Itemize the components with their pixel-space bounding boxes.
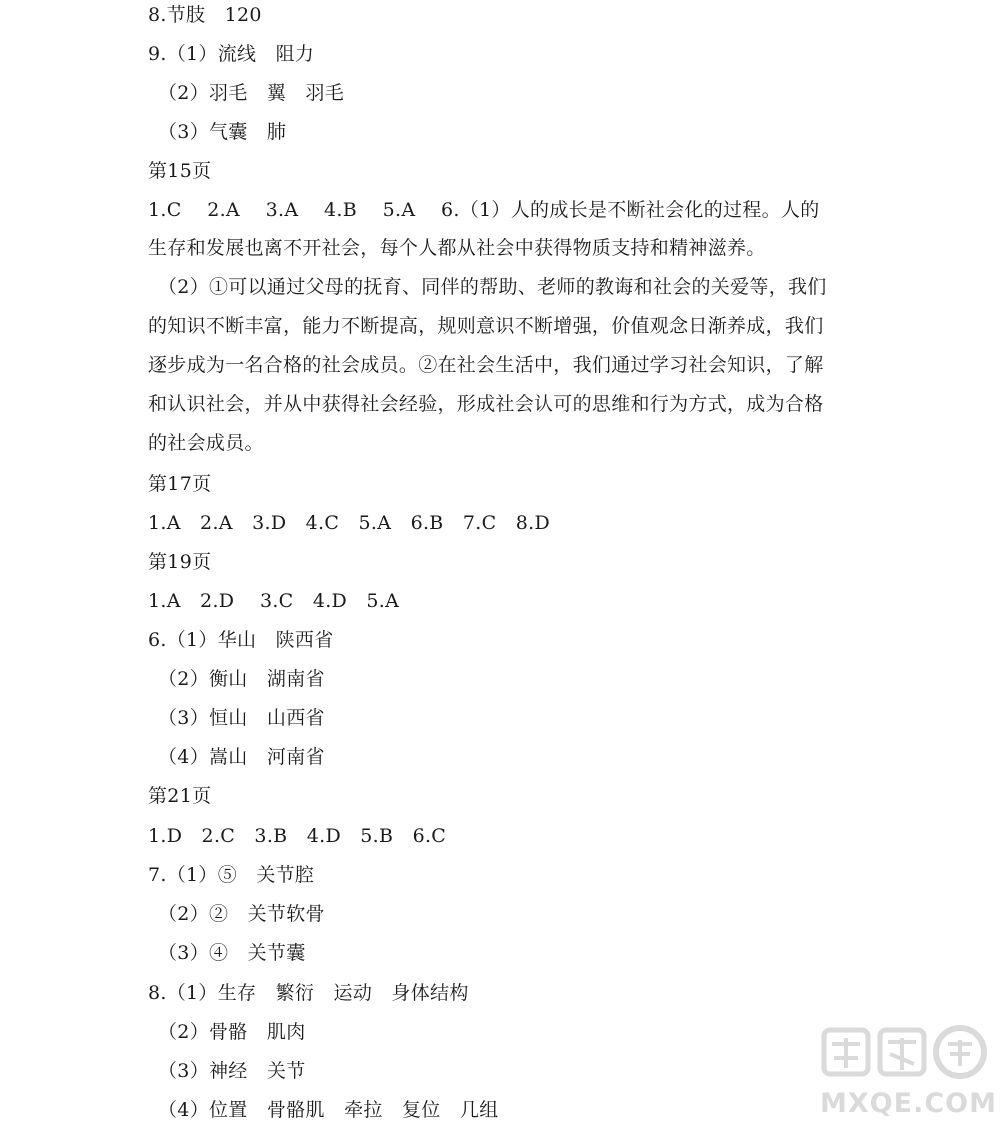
answer-line: 7.（1）⑤ 关节腔	[148, 864, 315, 886]
answer-line: （4）位置 骨骼肌 牵拉 复位 几组	[158, 1099, 499, 1121]
page-heading: 第19页	[148, 551, 212, 573]
watermark-logo	[820, 1024, 990, 1079]
watermark	[820, 1024, 997, 1119]
answer-line: 1.A 2.A 3.D 4.C 5.A 6.B 7.C 8.D	[148, 512, 550, 534]
answer-line: 的知识不断丰富，能力不断提高，规则意识不断增强，价值观念日渐养成，我们	[148, 315, 824, 337]
answer-line: （2）衡山 湖南省	[158, 668, 325, 690]
answer-line: 1.D 2.C 3.B 4.D 5.B 6.C	[148, 825, 447, 847]
answer-line: 的社会成员。	[148, 432, 264, 454]
answer-line: 1.A 2.D 3.C 4.D 5.A	[148, 590, 400, 612]
answer-line: 8.（1）生存 繁衍 运动 身体结构	[148, 982, 469, 1004]
answer-line: 逐步成为一名合格的社会成员。②在社会生活中，我们通过学习社会知识，了解	[148, 354, 824, 376]
answer-line: 6.（1）华山 陕西省	[148, 629, 334, 651]
answer-line: （2）羽毛 翼 羽毛	[158, 82, 345, 104]
answer-line: （3）神经 关节	[158, 1060, 306, 1082]
page-heading: 第17页	[148, 473, 212, 495]
answer-line: （2）①可以通过父母的抚育、同伴的帮助、老师的教诲和社会的关爱等，我们	[158, 276, 827, 298]
answer-line: （3）恒山 山西省	[158, 707, 325, 729]
page-heading: 第15页	[148, 160, 212, 182]
answer-line: （4）嵩山 河南省	[158, 746, 325, 768]
answer-line: （2）骨骼 肌肉	[158, 1021, 306, 1043]
answer-line: 和认识社会，并从中获得社会经验，形成社会认可的思维和行为方式，成为合格	[148, 393, 824, 415]
answer-line: 9.（1）流线 阻力	[148, 43, 315, 65]
answer-line: 1.C 2.A 3.A 4.B 5.A 6.（1）人的成长是不断社会化的过程。人的	[148, 199, 820, 221]
page-heading: 第21页	[148, 785, 212, 807]
answer-line: 生存和发展也离不开社会，每个人都从社会中获得物质支持和精神滋养。	[148, 237, 766, 259]
answer-line: （3）气囊 肺	[158, 121, 287, 143]
watermark-site: MXQE.COM	[820, 1088, 997, 1119]
answer-line: 8.节肢 120	[148, 4, 262, 26]
answer-line: （3）④ 关节囊	[158, 942, 306, 964]
answer-line: （2）② 关节软骨	[158, 903, 325, 925]
